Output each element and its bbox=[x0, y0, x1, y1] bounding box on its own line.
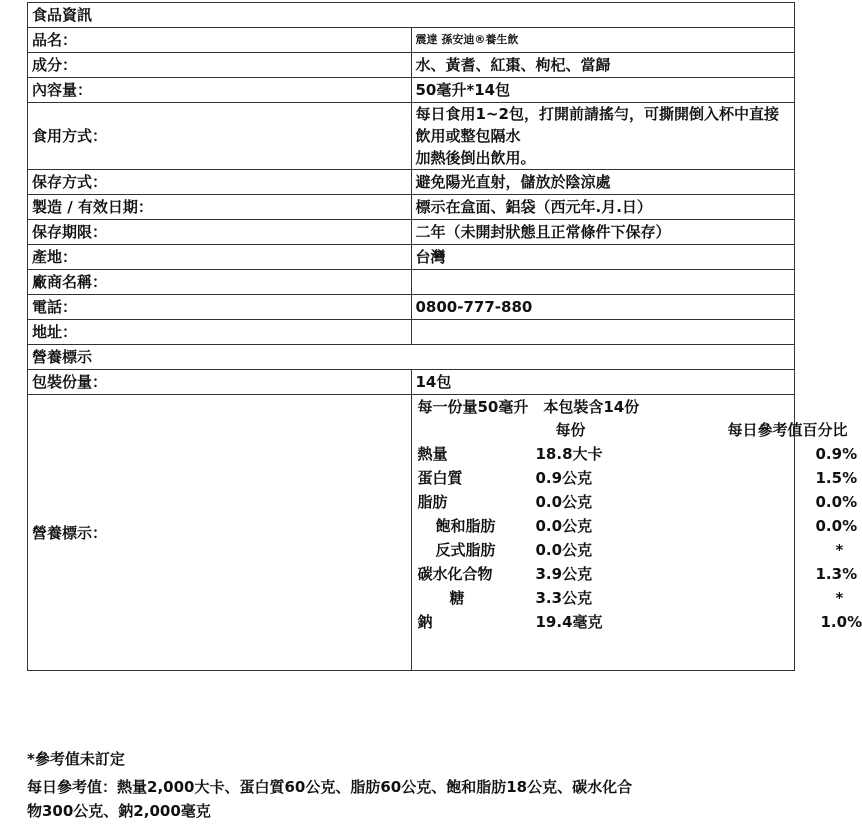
table-row bbox=[28, 220, 795, 245]
nutrient-daily-percent: 0.9% bbox=[815, 445, 858, 463]
nutrition-label: 營養標示： bbox=[28, 395, 412, 671]
nutrient-name: 碳水化合物 bbox=[417, 565, 493, 583]
daily-reference-line-2: 物300公克、鈉2,000毫克 bbox=[27, 802, 211, 820]
table-row bbox=[28, 295, 795, 320]
nutrient-per-serving: 18.8大卡 bbox=[535, 445, 603, 463]
nutrient-daily-percent: 0.0% bbox=[815, 493, 858, 511]
daily-reference-line-1: 每日參考值：熱量2,000大卡、蛋白質60公克、脂肪60公克、飽和脂肪18公克、碳水化合 bbox=[27, 778, 633, 796]
asterisk-footnote: *參考值未訂定 bbox=[27, 750, 125, 768]
nutrient-name: 鈉 bbox=[417, 613, 433, 631]
nutrient-per-serving: 3.9公克 bbox=[535, 565, 593, 583]
ingredients-label: 成分： bbox=[28, 53, 412, 78]
nutrient-daily-percent: 0.0% bbox=[815, 517, 858, 535]
address-label: 地址： bbox=[28, 320, 412, 345]
origin-label: 產地： bbox=[28, 245, 412, 270]
table-row bbox=[28, 103, 795, 170]
food-info-table bbox=[27, 2, 862, 671]
table-row bbox=[28, 245, 795, 270]
table-row bbox=[28, 53, 795, 78]
nutrient-per-serving: 0.0公克 bbox=[535, 517, 593, 535]
per-serving-column-header: 每份 bbox=[555, 421, 586, 439]
nutrient-per-serving: 0.0公克 bbox=[535, 541, 593, 559]
usage-label: 食用方式： bbox=[28, 103, 412, 170]
storage-value: 避免陽光直射，儲放於陰涼處 bbox=[411, 170, 795, 195]
net-content-value: 50毫升*14包 bbox=[411, 78, 795, 103]
nutrient-daily-percent: 1.3% bbox=[815, 565, 858, 583]
table-row bbox=[28, 78, 795, 103]
usage-value-line-2: 加熱後倒出飲用。 bbox=[415, 149, 536, 167]
table-row bbox=[28, 195, 795, 220]
nutrition-facts bbox=[416, 395, 862, 670]
net-content-label: 內容量： bbox=[28, 78, 412, 103]
nutrient-per-serving: 0.9公克 bbox=[535, 469, 593, 487]
nutrient-daily-percent: 1.0% bbox=[820, 613, 862, 631]
address-value bbox=[411, 320, 795, 345]
table-row bbox=[28, 28, 795, 53]
table-row bbox=[28, 395, 795, 671]
shelf-life-value: 二年（未開封狀態且正常條件下保存） bbox=[411, 220, 795, 245]
nutrient-name: 反式脂肪 bbox=[435, 541, 496, 559]
manufacturer-value bbox=[411, 270, 795, 295]
usage-value bbox=[411, 103, 795, 170]
table-row bbox=[28, 320, 795, 345]
phone-label: 電話： bbox=[28, 295, 412, 320]
manufacturer-label: 廠商名稱： bbox=[28, 270, 412, 295]
food-info-section-title: 食品資訊 bbox=[28, 3, 795, 28]
table-row bbox=[28, 270, 795, 295]
origin-value: 台灣 bbox=[411, 245, 795, 270]
nutrient-per-serving: 3.3公克 bbox=[535, 589, 593, 607]
table-row bbox=[28, 3, 795, 28]
nutrient-per-serving: 0.0公克 bbox=[535, 493, 593, 511]
storage-label: 保存方式： bbox=[28, 170, 412, 195]
nutrient-name: 脂肪 bbox=[417, 493, 448, 511]
manufacture-expiry-value: 標示在盒面、鋁袋（西元年.月.日） bbox=[411, 195, 795, 220]
table-row bbox=[28, 345, 795, 370]
manufacture-expiry-label: 製造 / 有效日期： bbox=[28, 195, 412, 220]
nutrition-section-title: 營養標示 bbox=[28, 345, 795, 370]
nutrient-name: 蛋白質 bbox=[417, 469, 463, 487]
product-name-value: 震達 孫安迪®養生飲 bbox=[411, 28, 795, 53]
product-name-label: 品名： bbox=[28, 28, 412, 53]
nutrient-name: 飽和脂肪 bbox=[435, 517, 496, 535]
nutrient-per-serving: 19.4毫克 bbox=[535, 613, 603, 631]
nutrient-daily-percent: 1.5% bbox=[815, 469, 858, 487]
table-row bbox=[28, 170, 795, 195]
daily-percent-column-header: 每日參考值百分比 bbox=[727, 421, 848, 439]
shelf-life-label: 保存期限： bbox=[28, 220, 412, 245]
nutrient-name: 熱量 bbox=[417, 445, 448, 463]
phone-value: 0800-777-880 bbox=[411, 295, 795, 320]
usage-value-line-1: 每日食用1~2包，打開前請搖勻，可撕開倒入杯中直接飲用或整包隔水 bbox=[415, 105, 779, 145]
table-row bbox=[28, 370, 795, 395]
servings-label: 包裝份量： bbox=[28, 370, 412, 395]
nutrition-facts-cell bbox=[411, 395, 862, 671]
nutrient-name: 糖 bbox=[449, 589, 465, 607]
nutrient-daily-percent: * bbox=[835, 589, 844, 607]
nutrient-daily-percent: * bbox=[835, 541, 844, 559]
ingredients-value: 水、黃耆、紅棗、枸杞、當歸 bbox=[411, 53, 795, 78]
nutrition-header: 每一份量50毫升 本包裝含14份 bbox=[417, 398, 640, 416]
servings-value: 14包 bbox=[411, 370, 795, 395]
